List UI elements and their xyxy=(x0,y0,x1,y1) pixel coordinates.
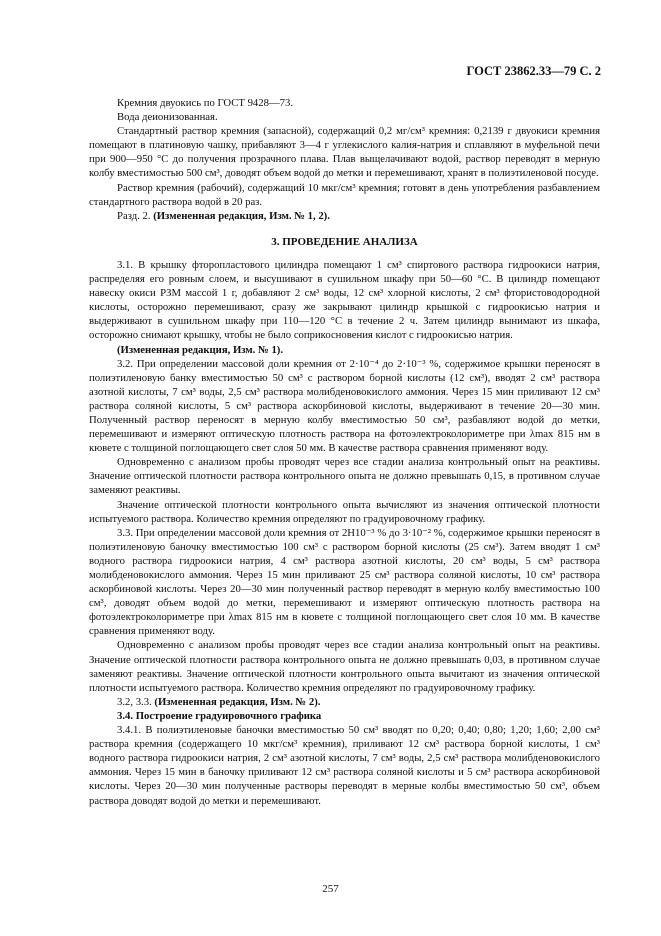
paragraph-3-3: 3.3. При определении массовой доли кремния от 2Н10⁻³ % до 3·10⁻² %, содержимое крышки переносят в полиэтиленовую баночку вместимостью 100 см³ с раствором борной кислоты (25 см³). Затем вводят 1 см³ водного раствора гидроокиси натрия, 4 см³ раствора азотной кислоты, 20 см³ воды, 5 см³ раствора молибденовокислого аммония. Через 15 мин приливают 25 см³ раствора соляной кислоты, 10 см³ раствора аскорбиновой кислоты. Через 20—30 мин полученный раствор переводят в мерную колбу вместимостью 100 см³, доводят объем водой до метки, перемешивают и измеряют оптическую плотность раствора на фотоэлектроколориметре при λmax 815 нм в кювете с толщиной поглощающего свет слоя 10 мм. В качестве сравнения применяют воду. xyxy=(89,526,600,638)
paragraph: Вода деионизованная. xyxy=(117,111,218,124)
amendment-note xyxy=(89,209,600,223)
amendment-bold: (Измененная редакция, Изм. № 1, 2). xyxy=(153,209,330,222)
amendment-bold: (Измененная редакция, Изм. № 1). xyxy=(117,343,284,356)
paragraph: Одновременно с анализом пробы проводят через все стадии анализа контрольный опыт на реактивы. Значение оптической плотности раствора контрольного опыта не должно превышать 0,03, в противном случае заменяют реактивы. Значение оптической плотности контрольного опыта вычитают из значения оптической плотности испытуемого раствора. Количество кремния определяют по градуировочному графику. xyxy=(89,639,600,694)
page-header: ГОСТ 23862.33—79 С. 2 xyxy=(466,64,601,78)
paragraph-3-2: 3.2. При определении массовой доли кремния от 2·10⁻⁴ до 2·10⁻³ %, содержимое крышки переносят в полиэтиленовую банку вместимостью 50 см³ с раствором борной кислоты (12 см³), вводят 2 см³ раствора азотной кислоты, 7 см³ воды, 2,5 см³ раствора молибденовокислого аммония. Через 15 мин приливают 12 см³ раствора соляной кислоты, 5 см³ раствора аскорбиновой кислоты, выдерживают в течение 20—30 мин. Полученный раствор переносят в мерную колбу вместимостью 50 см³, разбавляют водой до метки, перемешивают и измеряют оптическую плотность раствора на фотоэлектроколориметре при λmax 815 нм в кювете с толщиной поглощающего свет слоя 50 мм. В качестве раствора сравнения применяют воду. xyxy=(89,357,600,455)
paragraph: Значение оптической плотности контрольного опыта вычисляют из значения оптической плотности испытуемого раствора. Количество кремния определяют по градуировочному графику. xyxy=(89,498,600,525)
document-body xyxy=(89,96,600,808)
page-number: 257 xyxy=(322,883,339,895)
amendment-prefix: Разд. 2. xyxy=(117,209,154,222)
paragraph: Раствор кремния (рабочий), содержащий 10 мкг/см³ кремния; готовят в день употребления разбавлением стандартного раствора водой в 20 раз. xyxy=(89,181,600,208)
paragraph-3-4-1: 3.4.1. В полиэтиленовые баночки вместимостью 50 см³ вводят по 0,20; 0,40; 0,80; 1,20; 1,60; 2,00 см³ раствора кремния (содержащего 10 мкг/см³ кремния), приливают 12 см³ раствора борной кислоты, 1 см³ водного раствора гидроокиси натрия, 2 см³ азотной кислоты, 7 см³ воды, 2,5 см³ раствора молибденовокислого аммония. Через 15 мин в баночку приливают 12 см³ раствора соляной кислоты и 5 см³ раствора аскорбиновой кислоты. Через 20—30 мин полученные растворы переводят в мерные колбы вместимостью 50 см³, объем раствора доводят водой до метки и перемешивают. xyxy=(89,724,600,807)
amendment-bold: (Измененная редакция, Изм. № 2). xyxy=(154,695,321,708)
amendment-prefix: 3.2, 3.3. xyxy=(117,695,155,708)
subsection-title xyxy=(89,709,600,723)
amendment-note xyxy=(89,343,600,357)
paragraph: Кремния двуокись по ГОСТ 9428—73. xyxy=(117,97,293,109)
paragraph: Стандартный раствор кремния (запасной), содержащий 0,2 мг/см³ кремния: 0,2139 г двуокиси кремния помещают в платиновую чашку, прибавляют 3—4 г углекислого калия-натрия и сплавляют в муфельной печи при 900—950 °С до получения прозрачного плава. Плав выщелачивают водой, раствор переводят в мерную колбу вместимостью 500 см³, доводят объем водой до метки и перемешивают, хранят в полиэтиленовой посуде. xyxy=(89,125,600,180)
paragraph-3-1: 3.1. В крышку фторопластового цилиндра помещают 1 см³ спиртового раствора гидроокиси натрия, распределяя его ровным слоем, и высушивают в сушильном шкафу при 50—60 °С. В цилиндр помещают навеску окиси РЗМ массой 1 г, добавляют 2 см³ воды, 12 см³ хлорной кислоты, 2 см³ фтористоводородной кислоты, осторожно перемешивают, сразу же закрывают цилиндр крышкой с гидроокисью натрия и выдерживают в сушильном шкафу при 110—120 °С в течение 2 ч. Затем цилиндр вынимают из шкафа, осторожно снимают крышку, чтобы не было соприкосновения кислот с гидроокисью натрия. xyxy=(89,258,600,342)
paragraph: Одновременно с анализом пробы проводят через все стадии анализа контрольный опыт на реактивы. Значение оптической плотности раствора контрольного опыта не должно превышать 0,15, в противном случае заменяют реактивы. xyxy=(89,456,600,497)
section-title: 3. ПРОВЕДЕНИЕ АНАЛИЗА xyxy=(271,235,418,248)
amendment-note xyxy=(89,695,600,709)
subsection-title-text: 3.4. Построение градуировочного графика xyxy=(117,709,322,722)
